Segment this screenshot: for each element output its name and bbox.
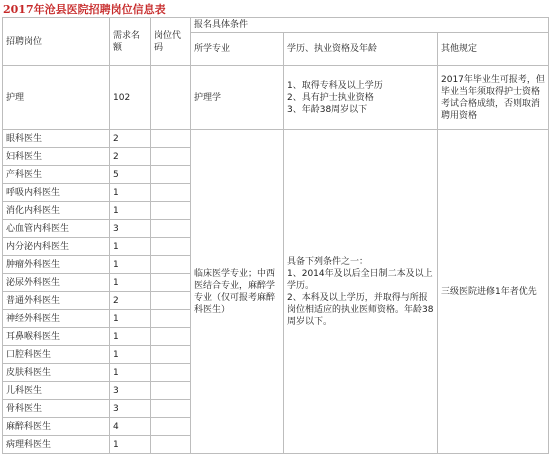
education-cell bbox=[284, 130, 438, 454]
code-cell bbox=[151, 256, 191, 274]
table-row bbox=[3, 130, 549, 148]
code-cell bbox=[151, 166, 191, 184]
count-cell: 1 bbox=[110, 310, 151, 328]
position-cell: 耳鼻喉科医生 bbox=[3, 328, 110, 346]
position-cell: 呼吸内科医生 bbox=[3, 184, 110, 202]
other-cell: 三级医院进修1年者优先 bbox=[438, 130, 549, 454]
code-cell bbox=[151, 220, 191, 238]
code-cell bbox=[151, 310, 191, 328]
count-cell: 2 bbox=[110, 130, 151, 148]
header-conditions: 报名具体条件 bbox=[191, 18, 549, 33]
code-cell bbox=[151, 436, 191, 454]
position-cell: 皮肤科医生 bbox=[3, 364, 110, 382]
code-cell bbox=[151, 130, 191, 148]
code-cell bbox=[151, 346, 191, 364]
table-row bbox=[3, 66, 549, 130]
major-cell bbox=[191, 130, 284, 454]
header-count: 需求名额 bbox=[110, 18, 151, 66]
count-cell: 3 bbox=[110, 382, 151, 400]
other-text: 2017年毕业生可报考，但毕业当年须取得护士资格考试合格成绩，否则取消聘用资格 bbox=[441, 74, 545, 121]
education-line: 1、2014年及以后全日制二本及以上学历。 bbox=[287, 268, 433, 291]
position-cell: 神经外科医生 bbox=[3, 310, 110, 328]
page-title: 2017年沧县医院招聘岗位信息表 bbox=[3, 3, 166, 16]
major-cell: 护理学 bbox=[191, 66, 284, 130]
count-cell: 1 bbox=[110, 364, 151, 382]
position-cell: 心血管内科医生 bbox=[3, 220, 110, 238]
count-cell: 1 bbox=[110, 436, 151, 454]
position-cell: 消化内科医生 bbox=[3, 202, 110, 220]
code-cell bbox=[151, 292, 191, 310]
education-line: 1、取得专科及以上学历 bbox=[287, 80, 383, 91]
major-text: 临床医学专业；中西医结合专业，麻醉学专业（仅可报考麻醉科医生） bbox=[194, 268, 276, 315]
position-cell: 妇科医生 bbox=[3, 148, 110, 166]
education-line: 2、具有护士执业资格 bbox=[287, 92, 374, 103]
code-cell bbox=[151, 364, 191, 382]
header-position: 招聘岗位 bbox=[3, 18, 110, 66]
code-cell bbox=[151, 328, 191, 346]
count-cell: 2 bbox=[110, 292, 151, 310]
position-cell: 肿瘤外科医生 bbox=[3, 256, 110, 274]
position-cell: 儿科医生 bbox=[3, 382, 110, 400]
count-cell: 1 bbox=[110, 202, 151, 220]
header-major: 所学专业 bbox=[191, 33, 284, 66]
code-cell bbox=[151, 238, 191, 256]
count-cell: 5 bbox=[110, 166, 151, 184]
count-cell: 1 bbox=[110, 238, 151, 256]
education-line: 2、本科及以上学历，并取得与所报岗位相适应的执业医师资格。年龄38周岁以下。 bbox=[287, 292, 434, 327]
code-cell bbox=[151, 274, 191, 292]
count-cell: 102 bbox=[110, 66, 151, 130]
header-other: 其他规定 bbox=[438, 33, 549, 66]
code-cell bbox=[151, 418, 191, 436]
other-cell bbox=[438, 66, 549, 130]
position-cell: 眼科医生 bbox=[3, 130, 110, 148]
code-cell bbox=[151, 66, 191, 130]
count-cell: 1 bbox=[110, 184, 151, 202]
position-cell: 内分泌内科医生 bbox=[3, 238, 110, 256]
count-cell: 1 bbox=[110, 256, 151, 274]
code-cell bbox=[151, 382, 191, 400]
count-cell: 1 bbox=[110, 274, 151, 292]
education-cell bbox=[284, 66, 438, 130]
code-cell bbox=[151, 148, 191, 166]
count-cell: 4 bbox=[110, 418, 151, 436]
count-cell: 2 bbox=[110, 148, 151, 166]
position-cell: 口腔科医生 bbox=[3, 346, 110, 364]
recruitment-table bbox=[2, 17, 549, 454]
count-cell: 3 bbox=[110, 220, 151, 238]
position-cell: 普通外科医生 bbox=[3, 292, 110, 310]
count-cell: 3 bbox=[110, 400, 151, 418]
education-line: 具备下列条件之一： bbox=[287, 256, 369, 267]
position-cell: 泌尿外科医生 bbox=[3, 274, 110, 292]
header-code: 岗位代码 bbox=[151, 18, 191, 66]
count-cell: 1 bbox=[110, 346, 151, 364]
count-cell: 1 bbox=[110, 328, 151, 346]
position-cell: 骨科医生 bbox=[3, 400, 110, 418]
position-cell: 护理 bbox=[3, 66, 110, 130]
position-cell: 病理科医生 bbox=[3, 436, 110, 454]
position-cell: 麻醉科医生 bbox=[3, 418, 110, 436]
position-cell: 产科医生 bbox=[3, 166, 110, 184]
code-cell bbox=[151, 400, 191, 418]
code-cell bbox=[151, 202, 191, 220]
code-cell bbox=[151, 184, 191, 202]
education-line: 3、年龄38周岁以下 bbox=[287, 104, 368, 115]
header-education: 学历、执业资格及年龄 bbox=[284, 33, 438, 66]
